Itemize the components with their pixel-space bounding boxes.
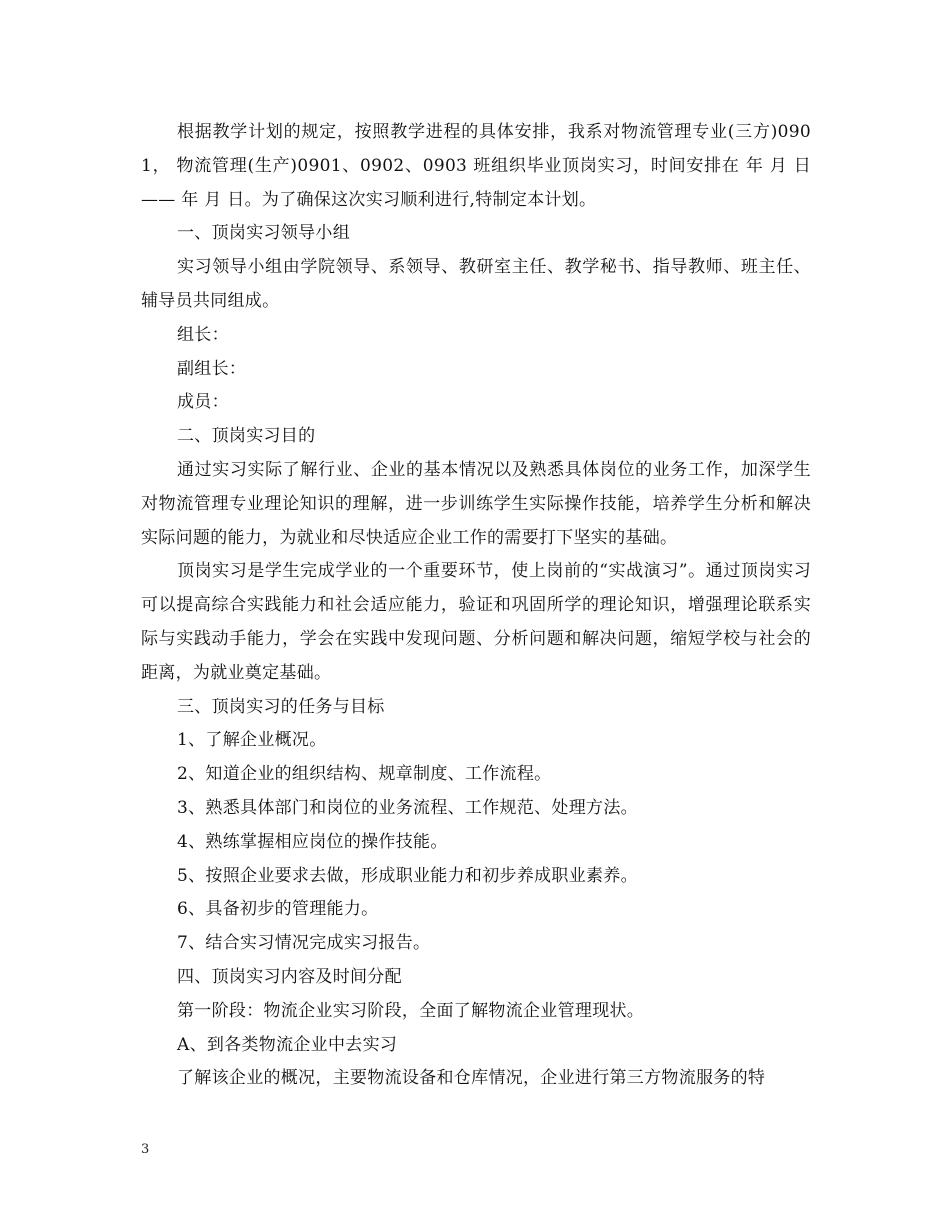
section-heading-tasks: 三、顶岗实习的任务与目标 — [177, 696, 385, 717]
task-item-1: 1、了解企业概况。 — [177, 730, 327, 751]
section-heading-leadership-group: 一、顶岗实习领导小组 — [177, 223, 350, 244]
section-heading-content-schedule: 四、顶岗实习内容及时间分配 — [177, 966, 402, 987]
leadership-group-paragraph: 实习领导小组由学院领导、系领导、教研室主任、教学秘书、指导教师、班主任、辅导员共同组成。 — [141, 257, 811, 311]
task-item-3: 3、熟悉具体部门和岗位的业务流程、工作规范、处理方法。 — [177, 797, 638, 818]
purpose-paragraph-1: 通过实习实际了解行业、企业的基本情况以及熟悉具体岗位的业务工作，加深学生对物流管理专业理论知识的理解，进一步训练学生实际操作技能，培养学生分析和解决实际问题的能力，为就业和尽快适应企业工作的需要打下坚实的基础。 — [141, 459, 811, 548]
stage-one-description: 了解该企业的概况，主要物流设备和仓库情况，企业进行第三方物流服务的特 — [177, 1068, 766, 1089]
members-line: 成员： — [177, 392, 229, 413]
stage-one-item-a: A、到各类物流企业中去实习 — [177, 1034, 398, 1055]
intro-paragraph: 根据教学计划的规定，按照教学进程的具体安排，我系对物流管理专业(三方)0901， 物流管理(生产)0901、0902、0903 班组织毕业顶岗实习，时间安排在 年 月 日—— 年 月 日。为了确保这次实习顺利进行,特制定本计划。 — [141, 122, 811, 210]
deputy-leader-line: 副组长： — [177, 358, 247, 379]
page-number: 3 — [141, 1142, 150, 1157]
task-item-6: 6、具备初步的管理能力。 — [177, 899, 379, 920]
task-item-2: 2、知道企业的组织结构、规章制度、工作流程。 — [177, 764, 552, 785]
section-heading-purpose: 二、顶岗实习目的 — [177, 426, 316, 447]
task-item-5: 5、按照企业要求去做，形成职业能力和初步养成职业素养。 — [177, 865, 638, 886]
stage-one-line: 第一阶段：物流企业实习阶段，全面了解物流企业管理现状。 — [177, 1000, 645, 1021]
purpose-paragraph-2: 顶岗实习是学生完成学业的一个重要环节，使上岗前的“实战演习”。通过顶岗实习可以提高综合实践能力和社会适应能力，验证和巩固所学的理论知识，增强理论联系实际与实践动手能力，学会在实践中发现问题、分析问题和解决问题，缩短学校与社会的距离，为就业奠定基础。 — [141, 561, 811, 683]
group-leader-line: 组长： — [177, 324, 229, 345]
task-item-7: 7、结合实习情况完成实习报告。 — [177, 933, 431, 954]
task-item-4: 4、熟练掌握相应岗位的操作技能。 — [177, 831, 448, 852]
document-body — [141, 116, 811, 1096]
